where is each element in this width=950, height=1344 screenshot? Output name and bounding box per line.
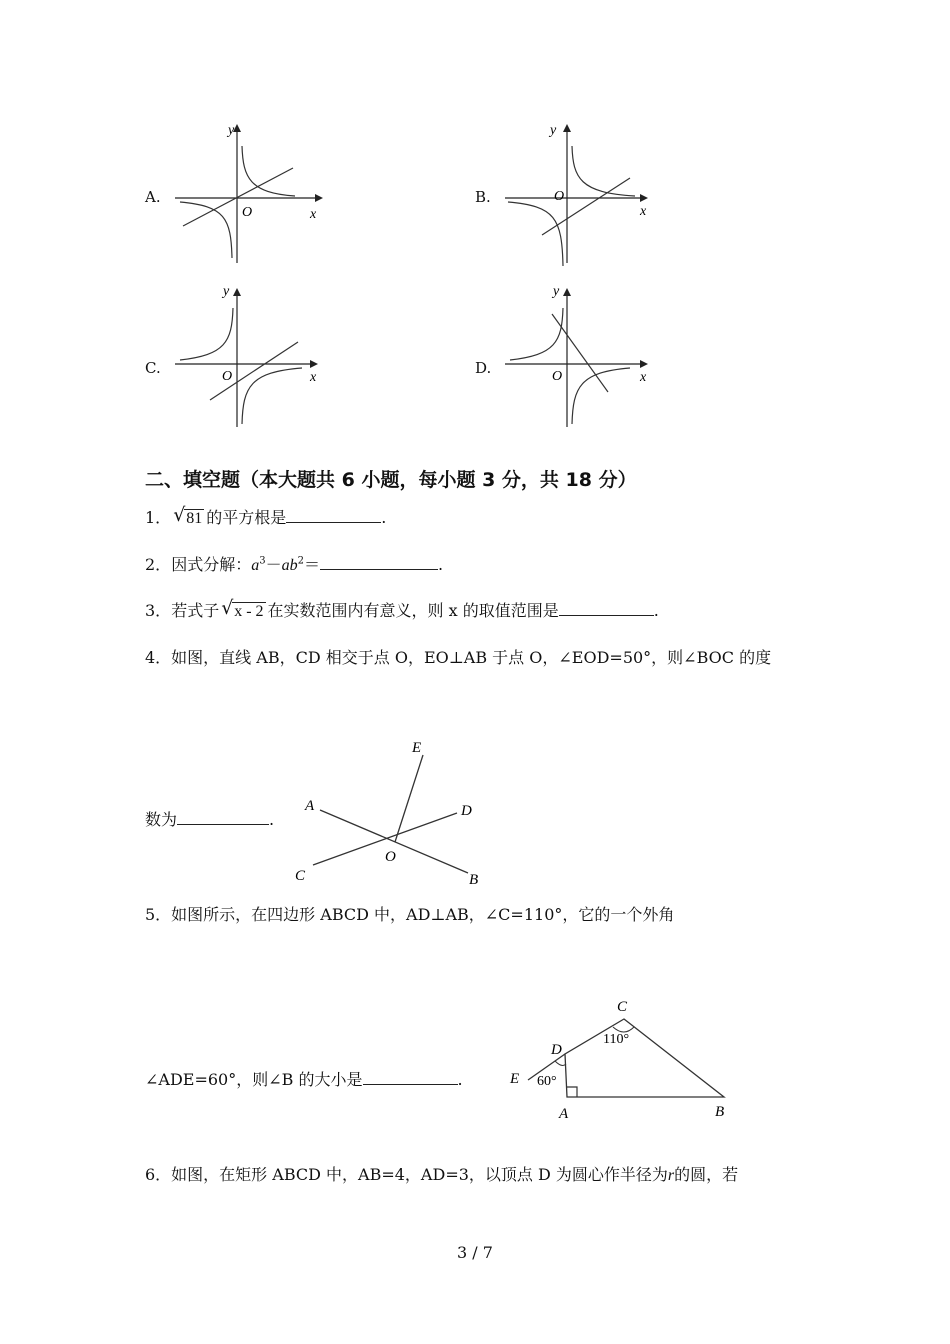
x-label: x bbox=[640, 204, 647, 219]
answer-blank[interactable] bbox=[320, 555, 438, 570]
angle-d-arc bbox=[555, 1061, 566, 1065]
y-axis-arrow-icon bbox=[563, 288, 571, 296]
y-label: y bbox=[223, 284, 230, 299]
page-number: 3 / 7 bbox=[457, 1243, 493, 1262]
quadrilateral-abcd bbox=[565, 1019, 724, 1097]
point-o-label: O bbox=[385, 849, 396, 865]
hyperbola-branch bbox=[572, 368, 630, 424]
figure-4-intersecting-lines bbox=[285, 730, 500, 890]
question-1: 1． √ 81 的平方根是 . bbox=[145, 504, 387, 527]
linear-line bbox=[183, 168, 293, 226]
point-e-label: E bbox=[412, 740, 422, 756]
point-a-label: A bbox=[305, 798, 315, 814]
y-label: y bbox=[553, 284, 560, 299]
y-axis-arrow-icon bbox=[233, 288, 241, 296]
question-4-line-1: 4．如图，直线 AB，CD 相交于点 O，EO⊥AB 于点 O，∠EOD=50°，则∠BOC 的度 bbox=[145, 648, 772, 667]
angle-d-value: 60° bbox=[537, 1074, 557, 1089]
x-axis-arrow-icon bbox=[315, 194, 323, 202]
sqrt-x-minus-2: √ x - 2 bbox=[221, 597, 264, 620]
hyperbola-branch bbox=[180, 308, 233, 360]
question-number: 2． bbox=[145, 555, 172, 574]
hyperbola-branch bbox=[180, 202, 232, 258]
option-d-label: D. bbox=[475, 359, 492, 377]
linear-line bbox=[542, 178, 630, 235]
hyperbola-branch bbox=[510, 308, 563, 360]
question-5-line-2: ∠ADE=60°，则∠B 的大小是 . bbox=[145, 1070, 463, 1089]
question-4-line-2: 数为 . bbox=[145, 810, 275, 829]
point-c-label: C bbox=[617, 999, 628, 1015]
origin-label: O bbox=[552, 369, 563, 384]
option-d-graph[interactable] bbox=[500, 282, 660, 432]
ray-oe bbox=[395, 755, 423, 842]
point-d-label: D bbox=[551, 1042, 562, 1058]
question-number: 3． bbox=[145, 601, 172, 620]
question-number: 1． bbox=[145, 508, 172, 527]
option-b-graph[interactable] bbox=[500, 118, 660, 268]
figure-5-quadrilateral bbox=[500, 992, 745, 1127]
option-b-label: B. bbox=[475, 188, 491, 206]
sqrt-81: √ 81 bbox=[173, 504, 203, 527]
point-b-label: B bbox=[469, 872, 479, 888]
radical-sign-icon: √ bbox=[173, 504, 186, 526]
y-axis-arrow-icon bbox=[563, 124, 571, 132]
point-e-label: E bbox=[510, 1071, 520, 1087]
point-b-label: B bbox=[715, 1104, 725, 1120]
right-angle-marker bbox=[567, 1087, 577, 1097]
x-label: x bbox=[310, 207, 317, 222]
question-5-line-1: 5．如图所示，在四边形 ABCD 中，AD⊥AB，∠C=110°，它的一个外角 bbox=[145, 905, 675, 924]
origin-label: O bbox=[554, 189, 565, 204]
option-a-label: A. bbox=[145, 188, 161, 206]
radical-sign-icon: √ bbox=[221, 597, 234, 619]
x-axis-arrow-icon bbox=[310, 360, 318, 368]
origin-label: O bbox=[222, 369, 233, 384]
question-3: 3．若式子 √ x - 2 在实数范围内有意义，则 x 的取值范围是 . bbox=[145, 597, 659, 620]
point-a-label: A bbox=[559, 1106, 569, 1122]
answer-blank[interactable] bbox=[363, 1070, 458, 1085]
x-axis-arrow-icon bbox=[640, 360, 648, 368]
option-c-label: C. bbox=[145, 359, 161, 377]
angle-c-value: 110° bbox=[603, 1032, 630, 1047]
point-c-label: C bbox=[295, 868, 306, 884]
answer-blank[interactable] bbox=[286, 508, 381, 523]
hyperbola-branch bbox=[508, 202, 563, 266]
answer-blank[interactable] bbox=[177, 810, 269, 825]
origin-label: O bbox=[242, 205, 253, 220]
answer-blank[interactable] bbox=[559, 601, 654, 616]
hyperbola-branch bbox=[572, 146, 635, 196]
y-label: y bbox=[228, 123, 235, 138]
hyperbola-branch bbox=[242, 368, 302, 424]
y-label: y bbox=[550, 123, 557, 138]
section-title: 二、填空题（本大题共 6 小题，每小题 3 分，共 18 分） bbox=[145, 469, 637, 491]
point-d-label: D bbox=[461, 803, 472, 819]
x-label: x bbox=[310, 370, 317, 385]
question-2: 2．因式分解：$a^3-ab^2=$ . bbox=[145, 555, 444, 574]
question-6: 6．如图，在矩形 ABCD 中，AB=4，AD=3，以顶点 D 为圆心作半径为r的圆，若 bbox=[145, 1165, 739, 1184]
x-axis-arrow-icon bbox=[640, 194, 648, 202]
option-a-graph[interactable] bbox=[170, 118, 330, 268]
option-c-graph[interactable] bbox=[170, 282, 330, 432]
x-label: x bbox=[640, 370, 647, 385]
